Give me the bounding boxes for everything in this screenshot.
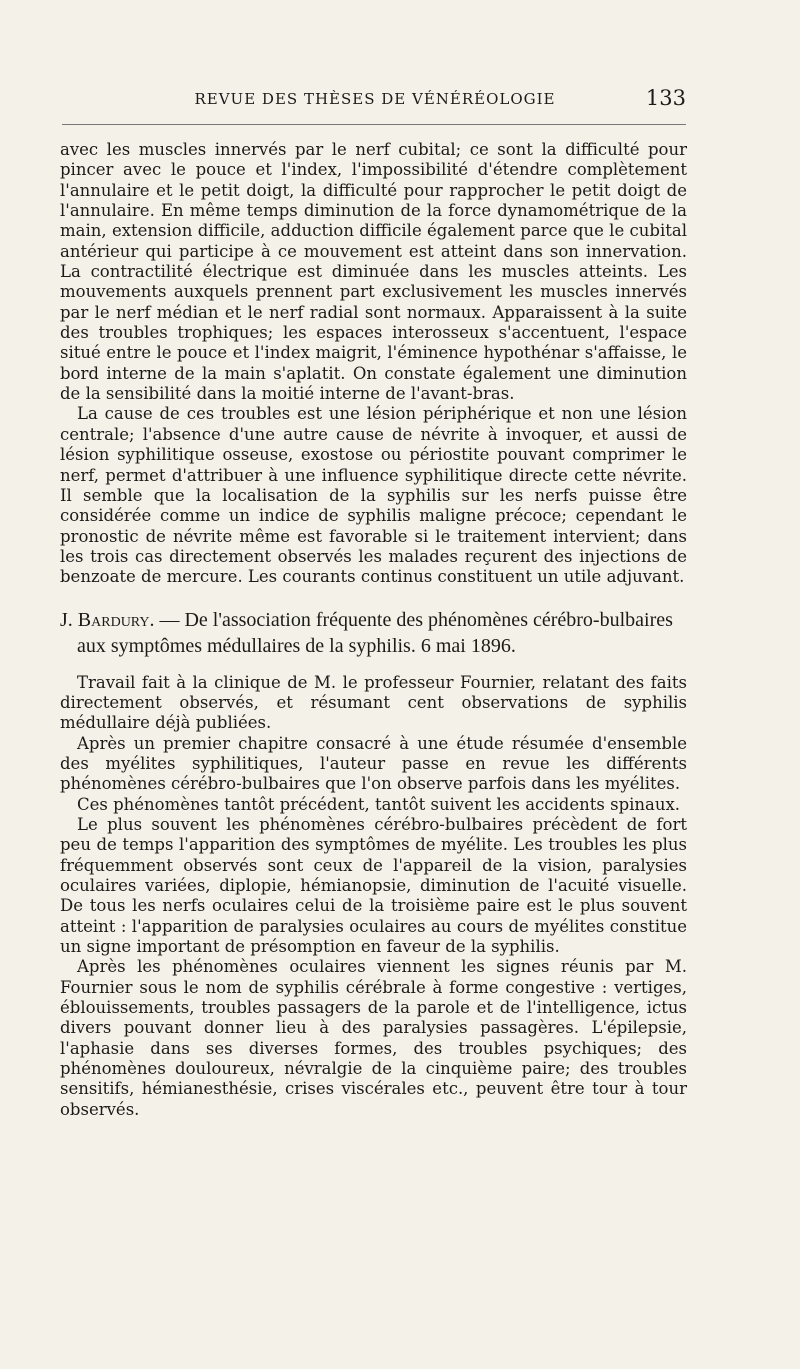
continuation-paragraph: La cause de ces troubles est une lésion périphérique et non une lésion centrale; l'absence d'une autre cause de névrite à invoquer, et aussi de lésion syphilitique osseuse, exostose ou périostite pouvant comprimer le nerf, permet d'attribuer à une influence syphilitique directe cette névrite. Il semble que la localisation de la syphilis sur les nerfs puisse être considérée comme un indice de syphilis maligne précoce; cependant le pronostic de névrite même est favorable si le traitement intervient; dans les trois cas directement observés les malades reçurent des injections de benzoate de mercure. Les courants continus constituent un utile adjuvant. — [60, 404, 687, 587]
running-header — [60, 86, 690, 114]
entry-paragraph: Travail fait à la clinique de M. le professeur Fournier, relatant des faits directement observés, et résumant cent observations de syphilis médullaire déjà publiées. — [60, 672, 687, 733]
section-gap — [60, 659, 687, 673]
entry-paragraph: Après un premier chapitre consacré à une étude résumée d'ensemble des myélites syphilitiques, l'auteur passe en revue les différents phénomènes cérébro-bulbaires que l'on observe parfois dans les myélites. — [60, 733, 687, 794]
heading-dash: — — [159, 608, 180, 631]
entry-paragraph: Ces phénomènes tantôt précédent, tantôt suivent les accidents spinaux. — [77, 794, 681, 814]
entry-paragraph: Après les phénomènes oculaires viennent les signes réunis par M. Fournier sous le nom de syphilis cérébrale à forme congestive : vertiges, éblouissements, troubles passagers de la parole et de l'intelligence, ictus divers pouvant donner lieu à des paralysies passagères. L'épilepsie, l'aphasie dans ses diverses formes, des troubles psychiques; des phénomènes douloureux, névralgie de la cinquième paire; des troubles sensitifs, hémianesthésie, crises viscérales etc., peuvent être tour à tour observés. — [60, 957, 687, 1119]
page-number: 133 — [645, 86, 686, 110]
body-text — [60, 140, 687, 1120]
section-gap — [60, 588, 687, 607]
author-name: Bardury. — [77, 608, 155, 631]
author-initial: J. — [60, 608, 73, 631]
thesis-title: De l'association fréquente des phénomènes cérébro-bulbaires aux symptômes médullaires de la syphilis. 6 mai 1896. — [77, 608, 673, 657]
entry-paragraph: Le plus souvent les phénomènes cérébro-bulbaires précèdent de fort peu de temps l'apparition des symptômes de myélite. Les troubles les plus fréquemment observés sont ceux de l'appareil de la vision, paralysies oculaires variées, diplopie, hémianopsie, diminution de l'acuité visuelle. De tous les nerfs oculaires celui de la troisième paire est le plus souvent atteint : l'apparition de paralysies oculaires au cours de myélites constitue un signe important de présomption en faveur de la syphilis. — [60, 814, 687, 957]
running-title: REVUE DES THÈSES DE VÉNÉRÉOLOGIE — [194, 90, 556, 108]
continuation-paragraph: avec les muscles innervés par le nerf cubital; ce sont la difficulté pour pincer avec le pouce et l'index, l'impossibilité d'étendre complètement l'annulaire et le petit doigt, la difficulté pour rapprocher le petit doigt de l'annulaire. En même temps diminution de la force dynamométrique de la main, extension difficile, adduction difficile également parce que le cubital antérieur qui participe à ce mouvement est atteint dans son innervation. La contractilité électrique est diminuée dans les muscles atteints. Les mouvements auxquels prennent part exclusivement les muscles innervés par le nerf médian et le nerf radial sont normaux. Apparaissent à la suite des troubles trophiques; les espaces interosseux s'accentuent, l'espace situé entre le pouce et l'index maigrit, l'éminence hypothénar s'affaisse, le bord interne de la main s'aplatit. On constate également une diminution de la sensibilité dans la moitié interne de l'avant-bras. — [60, 140, 687, 404]
entry-heading — [60, 607, 687, 659]
header-rule — [62, 124, 686, 125]
